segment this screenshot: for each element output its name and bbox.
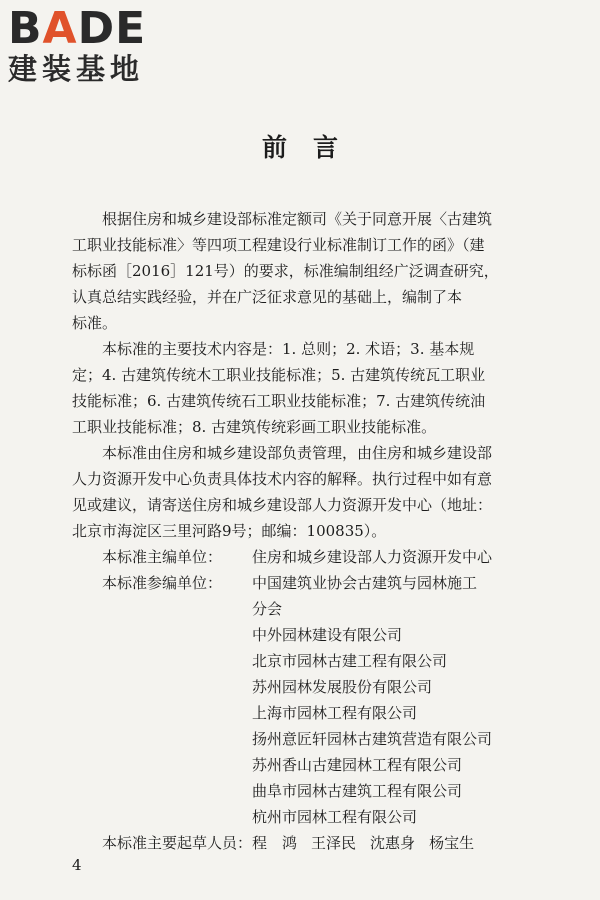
list-item: 杭州市园林工程有限公司 (252, 808, 418, 826)
logo-letter: B (8, 3, 43, 54)
logo-wordmark (8, 3, 178, 54)
paragraph-line: 工职业技能标准；8. 古建筑传统彩画工职业技能标准。 (72, 418, 437, 436)
paragraph-line: 见或建议，请寄送住房和城乡建设部人力资源开发中心（地址： (72, 496, 493, 514)
list-item: 苏州香山古建园林工程有限公司 (252, 756, 463, 774)
paragraph-line: 技能标准；6. 古建筑传统石工职业技能标准；7. 古建筑传统油 (72, 392, 486, 410)
paragraph-line: 人力资源开发中心负责具体技术内容的解释。执行过程中如有意 (72, 470, 493, 488)
drafters-row (72, 830, 550, 856)
chief-unit-row (72, 544, 550, 570)
list-item: 扬州意匠轩园林古建筑营造有限公司 (252, 730, 493, 748)
paragraph-line: 标标函［2016］121号）的要求，标准编制组经广泛调查研究， (72, 262, 499, 280)
paragraph-2 (72, 336, 550, 440)
list-item: 分会 (252, 600, 283, 618)
list-item: 上海市园林工程有限公司 (252, 704, 418, 722)
paragraph-line: 北京市海淀区三里河路9号；邮编：100835）。 (72, 522, 387, 540)
page-title: 前言 (261, 133, 364, 162)
chief-unit-label: 本标准主编单位： (102, 548, 223, 566)
preface-body (72, 206, 550, 856)
list-item: 曲阜市园林古建筑工程有限公司 (252, 782, 463, 800)
participating-unit-label: 本标准参编单位： (102, 574, 223, 592)
list-item: 中外园林建设有限公司 (252, 626, 403, 644)
units-section (72, 544, 550, 856)
drafters-label: 本标准主要起草人员： (102, 834, 253, 852)
participating-unit-row (72, 570, 550, 596)
paragraph-line: 本标准由住房和城乡建设部负责管理，由住房和城乡建设部 (102, 444, 493, 462)
paragraph-line: 认真总结实践经验，并在广泛征求意见的基础上，编制了本 (72, 288, 463, 306)
bade-logo (8, 3, 178, 86)
drafter-name: 沈惠身 (370, 834, 416, 852)
paragraph-line: 本标准的主要技术内容是：1. 总则；2. 术语；3. 基本规 (102, 340, 475, 358)
participating-unit-value: 中国建筑业协会古建筑与园林施工 (252, 574, 478, 592)
paragraph-3 (72, 440, 550, 544)
drafter-name: 程 鸿 (252, 834, 298, 852)
paragraph-line: 工职业技能标准〉等四项工程建设行业标准制订工作的函》（建 (72, 236, 485, 254)
drafter-name: 杨宝生 (429, 834, 475, 852)
paragraph-1 (72, 206, 550, 336)
drafter-name: 王泽民 (311, 834, 357, 852)
paragraph-line: 标准。 (72, 314, 118, 332)
logo-letters: DE (77, 3, 147, 54)
logo-accent-letter: A (42, 3, 78, 54)
chief-unit-value: 住房和城乡建设部人力资源开发中心 (252, 548, 493, 566)
paragraph-line: 定；4. 古建筑传统木工职业技能标准；5. 古建筑传统瓦工职业 (72, 366, 486, 384)
list-item: 苏州园林发展股份有限公司 (252, 678, 433, 696)
logo-subtitle: 建装基地 (8, 52, 145, 86)
paragraph-line: 根据住房和城乡建设部标准定额司《关于同意开展〈古建筑 (102, 210, 493, 228)
participating-unit-list (72, 596, 550, 830)
list-item: 北京市园林古建工程有限公司 (252, 652, 448, 670)
page-number: 4 (72, 856, 82, 874)
